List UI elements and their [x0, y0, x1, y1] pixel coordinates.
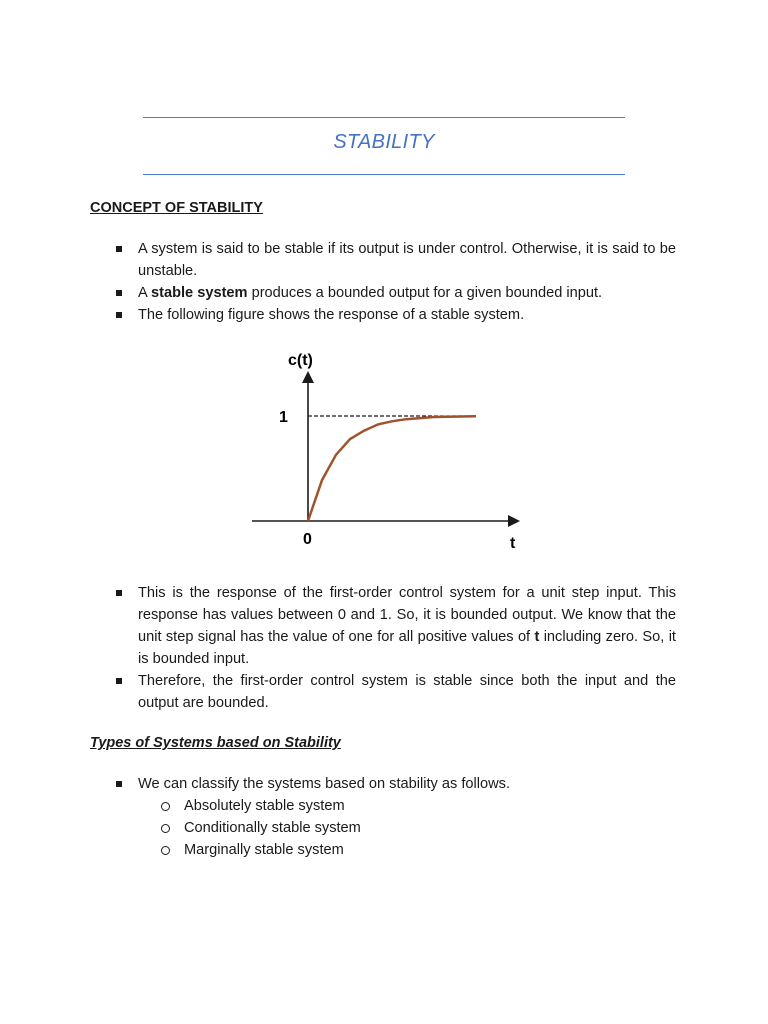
bullet-text-pre: A	[138, 285, 151, 301]
circle-bullet-icon	[161, 802, 170, 811]
square-bullet-icon	[116, 290, 122, 296]
y-axis-arrow	[302, 371, 314, 383]
square-bullet-icon	[116, 246, 122, 252]
section-heading-types: Types of Systems based on Stability	[90, 735, 341, 751]
x-axis-label: t	[510, 535, 516, 552]
bullet-text-post: produces a bounded output for a given bounded input.	[247, 285, 603, 301]
section-heading-concept: CONCEPT OF STABILITY	[90, 200, 263, 216]
bullet-text-bold: t	[534, 629, 540, 645]
y-tick-label: 1	[279, 409, 288, 426]
list-item	[184, 839, 361, 861]
bullet-text-pre: This is the response of the first-order control system for a unit step input. This response has values between 0 and 1. So, it is bounded output. We know that the unit step signal has the value of one for all positive values of	[138, 585, 676, 645]
list-item	[138, 670, 676, 714]
circle-bullet-icon	[161, 846, 170, 855]
bullet-text-bold: stable system	[150, 285, 248, 301]
sub-item-text: Conditionally stable system	[184, 820, 361, 836]
title-top-rule	[143, 117, 625, 118]
bullet-text: A system is said to be stable if its output is under control. Otherwise, it is said to be unstable.	[138, 241, 676, 279]
circle-bullet-icon	[161, 824, 170, 833]
list-item	[138, 238, 676, 282]
list-item	[184, 795, 361, 817]
square-bullet-icon	[116, 678, 122, 684]
square-bullet-icon	[116, 590, 122, 596]
bullet-text: The following figure shows the response of a stable system.	[138, 307, 525, 323]
step-response-figure	[240, 345, 530, 560]
square-bullet-icon	[116, 781, 122, 787]
list-item	[138, 304, 676, 326]
page-title: STABILITY	[333, 131, 435, 153]
x-axis-arrow	[508, 515, 520, 527]
square-bullet-icon	[116, 312, 122, 318]
concept-bullet-list	[138, 238, 676, 326]
list-item	[138, 582, 676, 670]
list-item	[138, 773, 676, 795]
types-bullet-list	[138, 773, 676, 795]
response-bullet-list	[138, 582, 676, 714]
bullet-text-post: including zero. So, it is bounded input.	[138, 629, 676, 667]
sub-item-text: Marginally stable system	[184, 842, 344, 858]
list-item	[184, 817, 361, 839]
bullet-text: Therefore, the first-order control system is stable since both the input and the output are bounded.	[138, 673, 676, 711]
series-line-c-t	[308, 416, 476, 521]
types-sub-list	[184, 795, 361, 861]
list-item	[138, 282, 676, 304]
x-tick-label: 0	[303, 531, 312, 548]
title-bottom-rule	[143, 174, 625, 175]
bullet-text: We can classify the systems based on stability as follows.	[138, 776, 511, 792]
y-axis-label: c(t)	[288, 352, 313, 369]
sub-item-text: Absolutely stable system	[184, 798, 345, 814]
